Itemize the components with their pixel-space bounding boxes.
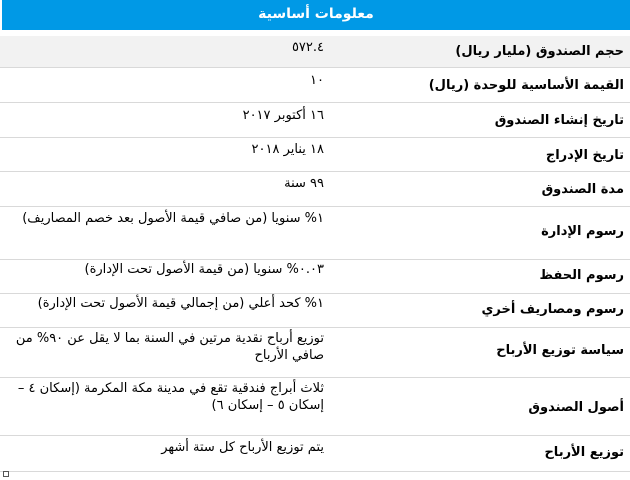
table-row xyxy=(0,68,630,103)
table-row xyxy=(0,172,630,207)
row-label: رسوم الحفظ xyxy=(539,268,624,283)
row-value: ٩٩ سنة xyxy=(284,176,324,191)
row-value: يتم توزيع الأرباح كل ستة أشهر xyxy=(161,440,324,455)
row-label: أصول الصندوق xyxy=(528,400,624,415)
table-row xyxy=(0,328,630,378)
table-row xyxy=(0,103,630,138)
row-value: ٥٧٢.٤ xyxy=(291,40,324,55)
row-value: ١٨ يناير ٢٠١٨ xyxy=(251,142,324,157)
section-title: معلومات أساسية xyxy=(258,6,374,22)
row-label: مدة الصندوق xyxy=(541,182,624,197)
section-header xyxy=(2,0,630,30)
row-value: ١٠ xyxy=(310,73,324,88)
row-value: ١% كحد أعلي (من إجمالي قيمة الأصول تحت الإدارة) xyxy=(37,296,324,311)
row-label: تاريخ إنشاء الصندوق xyxy=(494,113,624,128)
row-value: ١% سنويا (من صافي قيمة الأصول بعد خصم المصاريف) xyxy=(22,211,324,226)
resize-handle-marker xyxy=(3,471,9,477)
row-label: تاريخ الإدراج xyxy=(545,148,624,163)
row-value: ٠.٠٣% سنويا (من قيمة الأصول تحت الإدارة) xyxy=(84,262,324,277)
row-label: رسوم الإدارة xyxy=(541,224,624,239)
row-label: حجم الصندوق (مليار ريال) xyxy=(455,44,624,59)
fund-info-table xyxy=(0,36,630,472)
table-row xyxy=(0,260,630,294)
table-row xyxy=(0,378,630,436)
row-value: ثلاث أبراج فندقية تقع في مدينة مكة المكرمة (إسكان ٤ – إسكان ٥ – إسكان ٦) xyxy=(17,381,324,413)
row-label: القيمة الأساسية للوحدة (ريال) xyxy=(428,78,624,93)
table-row xyxy=(0,207,630,260)
row-label: توزيع الأرباح xyxy=(544,445,624,460)
row-value: توزيع أرباح نقدية مرتين في السنة بما لا يقل عن ٩٠% من صافي الأرباح xyxy=(15,331,324,363)
table-row xyxy=(0,138,630,172)
table-row xyxy=(0,294,630,328)
row-value: ١٦ أكتوبر ٢٠١٧ xyxy=(242,108,324,123)
table-row xyxy=(0,436,630,472)
row-label: رسوم ومصاريف أخري xyxy=(481,302,624,317)
row-label: سياسة توزيع الأرباح xyxy=(496,343,624,358)
table-row xyxy=(0,36,630,68)
